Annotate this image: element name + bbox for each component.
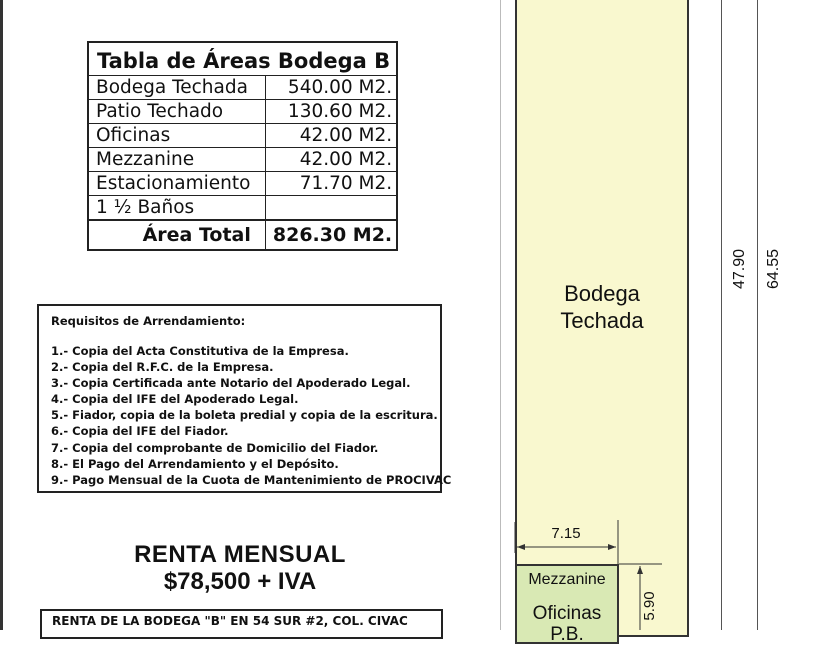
list-item: 3.- Copia Certificada ante Notario del Apoderado Legal. (51, 376, 411, 391)
area-name: Oficinas (88, 124, 265, 148)
address-bar: RENTA DE LA BODEGA "B" EN 54 SUR #2, COL. CIVAC (40, 609, 443, 639)
list-item: 5.- Fiador, copia de la boleta predial y copia de la escritura. (51, 408, 438, 423)
bodega-label-line-1: Bodega (564, 281, 640, 306)
dimension-64-55: 64.55 (765, 248, 782, 289)
area-value: 71.70 M2. (265, 172, 397, 196)
oficinas-label: Oficinas (532, 603, 602, 624)
area-name: Patio Techado (88, 100, 265, 124)
list-item: 6.- Copia del IFE del Fiador. (51, 424, 229, 439)
area-value: 130.60 M2. (265, 100, 397, 124)
area-name: 1 ½ Baños (88, 196, 265, 221)
dimension-7-15: 7.15 (551, 525, 581, 542)
area-total-label: Área Total (88, 220, 265, 250)
mezzanine-label: Mezzanine (528, 571, 606, 588)
rent-price: $78,500 + IVA (163, 568, 317, 595)
bodega-label-line-2: Techada (560, 308, 644, 333)
area-value: 42.00 M2. (265, 124, 397, 148)
area-name: Bodega Techada (88, 76, 265, 100)
rent-title: RENTA MENSUAL (134, 541, 346, 568)
list-item: 4.- Copia del IFE del Apoderado Legal. (51, 392, 299, 407)
dimension-47-90: 47.90 (731, 248, 748, 289)
list-item: 7.- Copia del comprobante de Domicilio del Fiador. (51, 440, 379, 455)
list-item: 8.- El Pago del Arrendamiento y el Depósito. (51, 456, 339, 471)
list-item: 1.- Copia del Acta Constitutiva de la Empresa. (51, 344, 349, 358)
area-name: Mezzanine (88, 148, 265, 172)
area-value: 42.00 M2. (265, 148, 397, 172)
dimension-5-90: 5.90 (641, 591, 658, 621)
area-total-value: 826.30 M2. (265, 220, 397, 250)
area-table-title: Tabla de Áreas Bodega B (88, 42, 397, 76)
list-item: 2.- Copia del R.F.C. de la Empresa. (51, 360, 274, 375)
pb-label: P.B. (550, 624, 584, 645)
requisitos-title: Requisitos de Arrendamiento: (51, 314, 246, 328)
area-value: 540.00 M2. (265, 76, 397, 100)
area-name: Estacionamiento (88, 172, 265, 196)
list-item: 9.- Pago Mensual de la Cuota de Mantenimiento de PROCIVAC (51, 472, 452, 487)
